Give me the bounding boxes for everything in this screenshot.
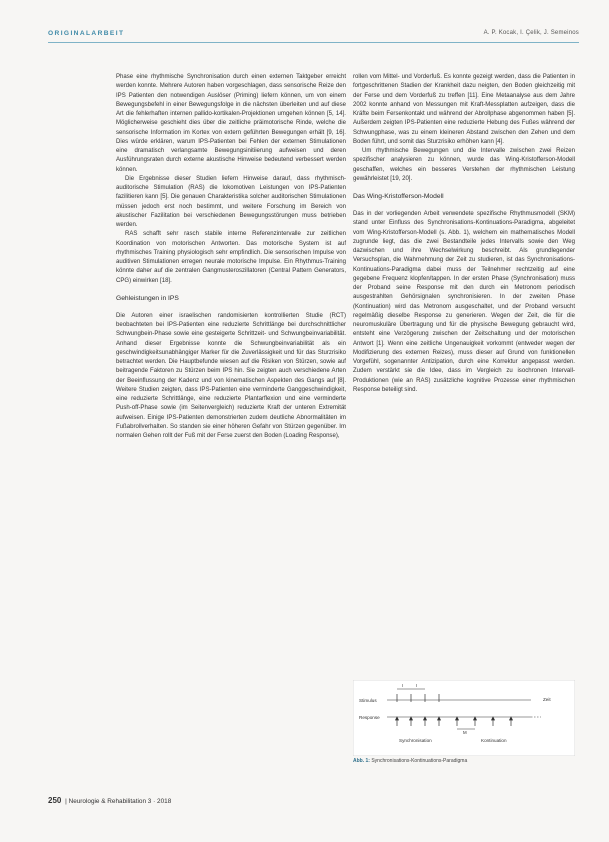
response-label: Response [359, 715, 380, 720]
paragraph: Um rhythmische Bewegungen und die Intervalle zwischen zwei Reizen spezifischer analysieren zu können, wurde das Wing-Kristofferson-Modell geschaffen, welches ein besseres Verstehen der rhythmischen Leistung gewährleistet [19, 20]. [353, 148, 575, 182]
paragraph: Phase eine rhythmische Synchronisation durch einen externen Taktgeber erreicht werden konnte. Mehrere Autoren haben vorgeschlagen, dass sensorische Reize den IPS Patienten den notwendigen Auslöser (Priming) liefern können, um von einem Bewegungsbefehl in einer Bewegungsfolge in die nächsten überleiten und auf diese Art die fehlerhaften internen pallido-kortikalen-Projektionen umgehen können [5, 14]. Möglicherweise geschieht dies über die zeitliche präimotorische Rinde, welche die sensorische Information im Kortex von extern geführten Bewegungen erhält [9, 16]. Dies würde erklären, warum IPS-Patienten bei Fehlen der externen Stimulationen eine dramatisch verlangsamte Bewegungsinitiierung aufweisen und deren Ausführungsraten durch externe akustische Hinweise bedeutend verbessert werden können. [116, 74, 346, 173]
figure-paradigm [353, 680, 575, 756]
right-column [353, 73, 575, 395]
time-label: Zeit [543, 697, 551, 702]
section-heading: Gehleistungen in IPS [116, 294, 179, 302]
paradigm-diagram [353, 680, 575, 756]
page-footer [48, 796, 171, 805]
phase-label-synchronisation: Synchronisation [399, 738, 432, 743]
caption-text: Synchronisations-Kontinuations-Paradigma [369, 758, 468, 764]
paragraph: Das in der vorliegenden Arbeit verwendete spezifische Rhythmusmodell (SKM) stand unter Einfluss des Synchronisations-Kontinuations-Paradigma, abgeleitet vom Wing-Kristofferson-Modell (s. Abb. 1), welchem ein mathematisches Modell zugrunde liegt, das die zwei Bestandteile jedes Intervalls sowie den Weg dazwischen und ihre Wechselwirkung beschreibt. Als grundlegender Versuchsplan, die Wahrnehmung der Zeit zu studieren, ist das Synchronisations-Kontinuations-Paradigma dabei muss der Teilnehmer rechtzeitig auf eine gegebene Frequenz klopfen/tappen. In der ersten Phase (Synchronisation) muss der Proband seine Response mit den durch ein Metronom periodisch ausgestrahlten Gehörsignalen synchronisieren. In der zweiten Phase (Kontinuation) wird das Metronom ausgeschaltet, und der Proband versucht regelmäßig dieselbe Response zu generieren. Wegen der Zeit, die für die neuromuskuläre Übertragung und für die physische Bewegung gebraucht wird, entsteht eine Verzögerung zwischen der Zeitschaltung und der motorischen Antwort [1]. Wenn eine zeitliche Ungenauigkeit vorkommt (entweder wegen der Modifizierung des externen Reizes), muss dieser auf Grund von funktionellen Vorgefühl, sogenannter Antizipation, durch eine Korrektur angepasst werden. Zudem verstärkt sie die Idee, dass im Vergleich zu isochronen Intervall-Produktionen (wie an RAS) zusätzliche kognitive Prozesse einer rhythmischen Response beteiligt sind. [353, 211, 575, 393]
motor-label: M [463, 730, 467, 735]
left-column [116, 73, 346, 441]
caption-number: Abb. 1: [353, 758, 370, 764]
paragraph: Die Ergebnisse dieser Studien liefern Hinweise darauf, dass rhythmisch-auditorische Stimulation (RAS) die lokomotiven Leistungen von IPS-Patienten fazilitieren kann [5]. Die genauen Charakteristika solcher auditorischen Stimulationen müssen jedoch erst noch bestimmt, und weitere Forschung im Bereich von akustischer Fazilitation bei verschiedenen Bewegungsstörungen muss betrieben werden. [116, 175, 346, 228]
header-rule [48, 42, 579, 43]
figure-frame [353, 680, 575, 756]
phase-label-continuation: Kontinuation [481, 738, 507, 743]
author-line: A. P. Kocak, I. Çelik, J. Semeinos [483, 30, 579, 36]
page-number: 250 [48, 796, 62, 805]
stimulus-label: Stimulus [359, 698, 377, 703]
figure-caption [353, 758, 575, 764]
interval-label: I [416, 683, 418, 688]
paragraph: RAS schafft sehr rasch stabile interne Referenzintervalle zur zeitlichen Koordination von motorischen Antworten. Das motorische System ist auf rhythmisches Training physiologisch sehr empfindlich. Die sensorischen Impulse von auditiven Stimulationen erregen neurale motorische Impulse. Ein Rhythmus-Training könnte daher auf die zentralen Gangmusteroszillatoren (Central Pattern Generators, CPG) einwirken [18]. [116, 231, 346, 284]
paragraph: rollen vom Mittel- und Vorderfuß. Es konnte gezeigt werden, dass die Patienten in fortgeschrittenen Stadien der Krankheit dazu neigten, den Boden gleichzeitig mit der Ferse und dem Vorderfuß zu treffen [11]. Eine Metaanalyse aus dem Jahre 2002 konnte anhand von Messungen mit Kraft-Messplatten aufzeigen, dass die Kräfte beim Fersenkontakt und während der Abrollphase abgenommen haben [5]. Außerdem zeigten IPS-Patienten eine reduzierte Hebung des Fußes während der Schwungphase, was zu einem kleineren Abstand zwischen den Zehen und dem Boden führt, und somit das Sturzrisiko erhöhen kann [4]. [353, 74, 575, 145]
journal-reference: | Neurologie & Rehabilitation 3 · 2018 [65, 798, 172, 805]
paragraph: Die Autoren einer israelischen randomisierten kontrollierten Studie (RCT) beobachteten bei IPS-Patienten eine reduzierte Schrittlänge bei durchschnittlicher Schwungbein-Phase sowie eine gesteigerte Schrittzeit- und Schwungbeinvariabilität. Anhand dieser Ergebnisse konnte die Schwungbeinvariabilität als ein geschwindigkeitsunabhängiger Marker für die Zuverlässigkeit und für das Sturzrisiko betrachtet werden. Die Hauptbefunde wiesen auf die Risiken von Stürzen, sowie auf beitragende Faktoren zu Stürzen beim IPS hin. Sie zeigten auch verschiedene Arten der Beeinflussung der Kadenz und von kinematischen Aspekten des Gangs auf [8]. Weitere Studien zeigten, dass IPS-Patienten eine verminderte Ganggeschwindigkeit, eine reduzierte Schrittlänge, eine reduzierte Plantarflexion und eine verminderte Push-off-Phase sowie (im Seitenvergleich) reduzierte Kraft der unteren Extremität aufweisen. Einige IPS-Patienten demonstrierten zudem deutliche Abnormalitäten im Fußabrollverhalten. So standen sie einer höheren Gefahr von Stürzen gegenüber. Im normalen Gehen rollt der Fuß mit der Ferse zuerst den Boden (Loading Response), [116, 312, 346, 439]
section-label: ORIGINALARBEIT [48, 30, 125, 37]
interval-label: I [402, 683, 404, 688]
section-heading: Das Wing-Kristofferson-Modell [353, 193, 444, 200]
